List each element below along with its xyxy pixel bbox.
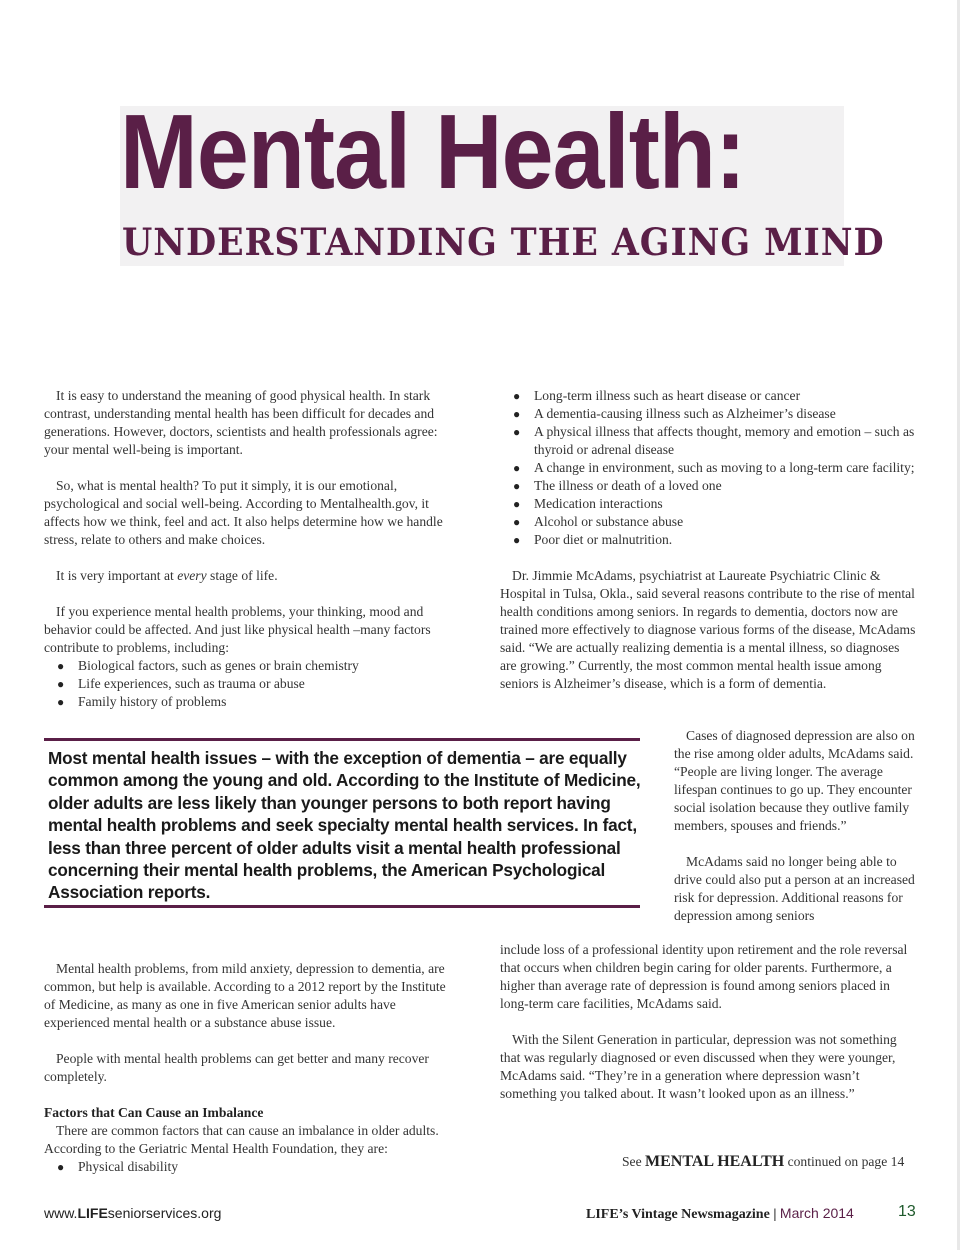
bullet-icon: ● — [513, 425, 521, 439]
paragraph: It is very important at every stage of life. — [56, 568, 278, 583]
list-item: ● Poor diet or malnutrition. — [513, 532, 673, 547]
bullet-icon: ● — [57, 1160, 65, 1174]
footer-website-link[interactable]: www.LIFEseniorservices.org — [44, 1205, 222, 1221]
bullet-icon: ● — [57, 695, 65, 709]
bullet-icon: ● — [513, 389, 521, 403]
list-item: ● A change in environment, such as moving to a long-term care facility; — [513, 460, 915, 475]
magazine-name: LIFE’s Vintage Newsmagazine — [586, 1207, 770, 1222]
left-column-top — [44, 387, 454, 711]
right-column-narrow — [674, 727, 920, 925]
bullet-icon: ● — [513, 407, 521, 421]
list-item: ● The illness or death of a loved one — [513, 478, 722, 493]
bullet-icon: ● — [513, 533, 521, 547]
pull-quote-text: Most mental health issues – with the exception of dementia – are equally common among the young and old. According to the Institute of Medicine, older adults are less likely than younger persons to both report having mental health problems and seek specialty mental health services. In fact, less than three percent of older adults visit a mental health professional concerning their mental health problems, the American Psychological Association reports. — [48, 748, 641, 903]
paragraph: There are common factors that can cause an imbalance in older adults. According to the Geriatric Mental Health Foundation, they are: — [44, 1123, 439, 1156]
page-title: Mental Health: — [120, 93, 746, 211]
list-item: ● Medication interactions — [513, 496, 663, 511]
paragraph: It is easy to understand the meaning of good physical health. In stark contrast, understanding mental health has been difficult for decades and generations. However, doctors, scientists and health professionals agree: your mental well-being is important. — [44, 388, 438, 457]
footer-publication — [586, 1205, 854, 1223]
paragraph: If you experience mental health problems, your thinking, mood and behavior could be affected. And just like physical health –many factors contribute to problems, including: — [44, 604, 431, 655]
emphasis-text: every — [177, 568, 207, 583]
bullet-icon: ● — [513, 479, 521, 493]
paragraph: Cases of diagnosed depression are also on the rise among older adults, McAdams said. “People are living longer. The average lifespan continues to go up. They encounter social isolation because they outlive family members, spouses and friends.” — [674, 728, 915, 833]
list-item: ● Alcohol or substance abuse — [513, 514, 684, 529]
paragraph: McAdams said no longer being able to drive could also put a person at an increased risk for depression. Additional reasons for depression among seniors — [674, 854, 915, 923]
bullet-list — [44, 1158, 454, 1176]
section-heading: Factors that Can Cause an Imbalance — [44, 1105, 264, 1120]
list-item: ● Biological factors, such as genes or brain chemistry — [57, 658, 359, 673]
bullet-icon: ● — [513, 461, 521, 475]
bullet-icon: ● — [513, 497, 521, 511]
list-item: ● Physical disability — [57, 1159, 179, 1174]
page-subtitle: UNDERSTANDING THE AGING MIND — [122, 220, 885, 264]
paragraph: So, what is mental health? To put it simply, it is our emotional, psychological and social well-being. According to Mentalhealth.gov, it affects how we think, feel and act. It also helps determine how we handle stress, relate to others and make choices. — [44, 478, 443, 547]
paragraph: People with mental health problems can get better and many recover completely. — [44, 1051, 429, 1084]
bullet-list — [500, 387, 918, 549]
bullet-icon: ● — [57, 659, 65, 673]
issue-date: March 2014 — [779, 1205, 854, 1221]
list-item: ● A dementia-causing illness such as Alzheimer’s disease — [513, 406, 836, 421]
right-column-bottom — [500, 941, 918, 1103]
list-item: ● Life experiences, such as trauma or abuse — [57, 676, 305, 691]
left-column-bottom — [44, 960, 454, 1176]
bullet-icon: ● — [57, 677, 65, 691]
right-column-top — [500, 387, 918, 693]
list-item: ● A physical illness that affects thought, memory and emotion – such as thyroid or adrenal disease — [513, 424, 915, 457]
paragraph: Dr. Jimmie McAdams, psychiatrist at Laureate Psychiatric Clinic & Hospital in Tulsa, Okla., said several reasons contribute to the rise of mental health conditions among seniors. In regards to dementia, doctors now are trained more effectively to diagnose various forms of the disease, McAdams said. “We are actually realizing dementia is a mental illness, so diagnoses are growing.” Currently, the most common mental health issue among seniors is Alzheimer’s disease, which is a form of dementia. — [500, 568, 916, 691]
pull-quote — [44, 738, 640, 908]
bullet-icon: ● — [513, 515, 521, 529]
list-item: ● Long-term illness such as heart disease or cancer — [513, 388, 801, 403]
paragraph: With the Silent Generation in particular, depression was not something that was regularly diagnosed or even discussed when they were younger, McAdams said. “They’re in a generation where depression wasn’t something you talked about. It wasn’t looked upon as an illness.” — [500, 1032, 897, 1101]
continued-note: See MENTAL HEALTH continued on page 14 — [622, 1153, 905, 1170]
list-item: ● Family history of problems — [57, 694, 227, 709]
continued-topic: MENTAL HEALTH — [645, 1153, 785, 1170]
footer-separator: | — [773, 1207, 777, 1222]
bullet-list — [44, 657, 454, 711]
paragraph: include loss of a professional identity upon retirement and the role reversal that occurs when children begin caring for older parents. Furthermore, a higher than average rate of depression is found among seniors placed in long-term care facilities, McAdams said. — [500, 942, 908, 1011]
page-number: 13 — [898, 1203, 916, 1220]
paragraph: Mental health problems, from mild anxiety, depression to dementia, are common, but help is available. According to a 2012 report by the Institute of Medicine, as many as one in five American senior adults have experienced mental health or a substance abuse issue. — [44, 961, 446, 1030]
